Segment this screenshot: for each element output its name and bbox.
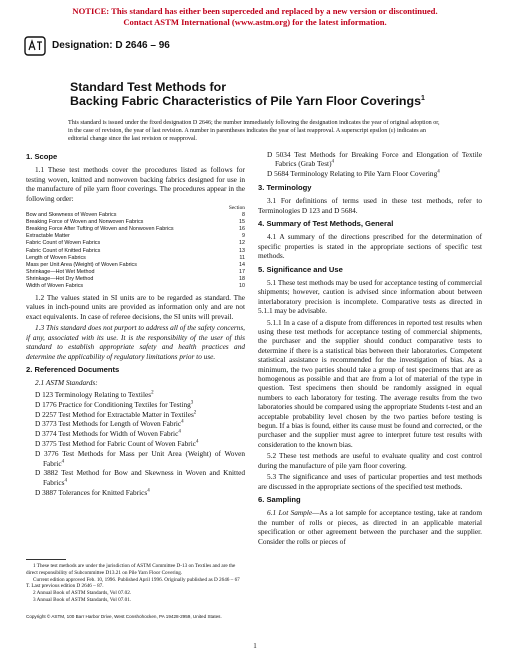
procedure-row: Fabric Count of Woven Fabrics 12 xyxy=(26,240,245,247)
preamble: This standard is issued under the fixed designation D 2646; the number immediately following the designation indicates the year of original adoption or, in the case of revision, the year of last revision. A number in parentheses indicates the year of last reapproval. A superscript epsilon (ε) indicates an editorial change since the last revision or reapproval. xyxy=(68,120,440,143)
reference-item: D 3775 Test Method for Fabric Count of Woven Fabric$^4$ xyxy=(35,439,199,449)
paragraph-1-3: 1.3 This standard does not purport to address all of the safety concerns, if any, associated with its use. It is the responsibility of the user of this standard to establish appropriate safety and health practices and determine the applicability of regulatory limitations prior to use. xyxy=(26,323,245,361)
procedure-row: Shrinkage—Hot Dry Method 18 xyxy=(26,275,245,282)
reference-item: D 5684 Terminology Relating to Pile Yarn Floor Covering$^4$ xyxy=(267,169,440,179)
paragraph-3-1: 3.1 For definitions of terms used in these test methods, refer to Terminologies D 123 and D 5684. xyxy=(258,196,482,215)
paragraph-5-2: 5.2 These test methods are useful to evaluate quality and cost control during the manufacture of pile yarn floor covering. xyxy=(258,451,482,470)
footnote-divider xyxy=(26,559,66,560)
footnote: 3 Annual Book of ASTM Standards, Vol 07.01. xyxy=(33,597,132,604)
page-number: 1 xyxy=(253,642,257,650)
reference-item: D 123 Terminology Relating to Textiles$^2$ xyxy=(35,389,154,399)
notice-line-1: NOTICE: This standard has either been superceded and replaced by a new version or discontinued. xyxy=(72,6,438,16)
paragraph-5-3: 5.3 The significance and uses of particular properties and test methods are discussed in the appropriate sections of the specified test methods. xyxy=(258,472,482,491)
paragraph-1-2: 1.2 The values stated in SI units are to be regarded as standard. The values in inch-pound units are provided as information only and are not exact equivalents. In case of referee decisions, the SI units will prevail. xyxy=(26,293,245,321)
procedure-list xyxy=(26,212,245,290)
title-line-2: Backing Fabric Characteristics of Pile Yarn Floor Coverings$^1$ xyxy=(70,94,425,108)
section-heading-summary: 4. Summary of Test Methods, General xyxy=(258,218,394,228)
procedure-row: Breaking Force After Tufting of Woven and Nonwoven Fabrics 16 xyxy=(26,226,245,233)
reference-item: D 1776 Practice for Conditioning Textiles for Testing$^3$ xyxy=(35,399,194,409)
footnote: Current edition approved Feb. 10, 1996. Published April 1996. Originally published as D 2646 – 67 T. Last previous edition D 2646 – 87. xyxy=(26,576,240,590)
paragraph-1-1: 1.1 These test methods cover the procedures listed as follows for testing woven, knitted and nonwoven backing fabrics designed for use in the manufacture of pile yarn floor coverings. The procedures appear in the following order: xyxy=(26,165,245,203)
reference-item: D 3882 Test Method for Bow and Skewness in Woven and Knitted Fabrics$^4$ xyxy=(35,468,245,487)
section-heading-referenced-documents: 2. Referenced Documents xyxy=(26,364,120,374)
reference-item: D 3773 Test Methods for Length of Woven Fabric$^4$ xyxy=(35,419,184,429)
superseded-notice xyxy=(0,6,510,28)
astm-standards-label: 2.1 ASTM Standards: xyxy=(35,378,98,388)
procedure-row: Mass per Unit Area (Weight) of Woven Fabrics 14 xyxy=(26,261,245,268)
left-column xyxy=(26,148,245,498)
footnotes xyxy=(26,563,245,605)
procedure-row: Width of Woven Fabrics 10 xyxy=(26,282,245,289)
procedure-row: Bow and Skewness of Woven Fabrics 8 xyxy=(26,212,245,219)
section-heading-scope: 1. Scope xyxy=(26,152,58,161)
reference-item: D 3776 Test Methods for Mass per Unit Area (Weight) of Woven Fabric$^4$ xyxy=(35,449,245,468)
section-column-label: Section xyxy=(228,205,245,212)
astm-logo-icon xyxy=(24,36,46,56)
reference-item: D 3887 Tolerances for Knitted Fabrics$^4$ xyxy=(35,487,150,497)
section-heading-terminology: 3. Terminology xyxy=(258,182,312,192)
paragraph-4-1: 4.1 A summary of the directions prescribed for the determination of specific properties is stated in the appropriate sections of specific test methods. xyxy=(258,232,482,261)
paragraph-5-1-1: 5.1.1 In a case of a dispute from differences in reported test results when using these test methods for acceptance testing of commercial shipments, the purchaser and the supplier should conduct comparative tests to determine if there is a statistical bias between their laboratories. Competent statistical assistance is recommended for the investigation of bias. As a minimum, the two parties should take a group of test specimens that are as homogenous as possible and that are from a lot of material of the type in question. Test specimens then should be randomly assigned in equal numbers to each laboratory for testing. The average results from the two laboratories should be compared using the appropriate Students t-test and an acceptable probability level chosen by the two parties before testing is begun. If a bias is found, either its cause must be found and corrected, or the purchaser and the supplier must agree to interpret future test results with consideration to the known bias. xyxy=(258,317,482,449)
document-title xyxy=(70,80,470,108)
reference-item: D 5034 Test Methods for Breaking Force and Elongation of Textile Fabrics (Grab Test)$^4$ xyxy=(267,150,482,169)
designation: Designation: D 2646 – 96 xyxy=(52,40,170,51)
procedure-row: Fabric Count of Knitted Fabrics 13 xyxy=(26,247,245,254)
procedure-row: Breaking Force of Woven and Nonwoven Fabrics 15 xyxy=(26,219,245,226)
right-column xyxy=(258,150,482,548)
reference-item: D 3774 Test Methods for Width of Woven Fabric$^4$ xyxy=(35,429,181,439)
title-line-1: Standard Test Methods for xyxy=(70,80,227,94)
section-heading-significance: 5. Significance and Use xyxy=(258,264,343,274)
section-heading-sampling: 6. Sampling xyxy=(258,494,301,504)
paragraph-6-1: 6.1 Lot Sample—As a lot sample for acceptance testing, take at random the number of rolls or pieces, as directed in an applicable material specification or other agreement between the purchaser and the supplier. Consider the rolls or pieces of xyxy=(258,508,482,546)
footnote: 2 Annual Book of ASTM Standards, Vol 07.02. xyxy=(33,590,132,597)
paragraph-5-1: 5.1 These test methods may be used for acceptance testing of commercial shipments; however, caution is advised since information about between interlaboratory precision is incomplete. Comparative tests as directed in 5.1.1 may be advisable. xyxy=(258,277,482,316)
procedure-row: Shrinkage—Hot Wet Method 17 xyxy=(26,268,245,275)
procedure-row: Length of Woven Fabrics 11 xyxy=(26,254,245,261)
notice-line-2: Contact ASTM International (www.astm.org) for the latest information. xyxy=(123,17,387,27)
copyright-line: Copyright © ASTM, 100 Barr Harbor Drive, West Conshohocken, PA 19428-2959, United States. xyxy=(26,614,222,619)
reference-item: D 2257 Test Method for Extractable Matter in Textiles$^2$ xyxy=(35,409,197,419)
procedure-row: Extractable Matter 9 xyxy=(26,233,245,240)
footnote: 1 These test methods are under the jurisdiction of ASTM Committee D-13 on Textiles and are the direct responsibility of Subcommittee D13.21 on Pile Yarn Floor Covering. xyxy=(26,563,236,576)
